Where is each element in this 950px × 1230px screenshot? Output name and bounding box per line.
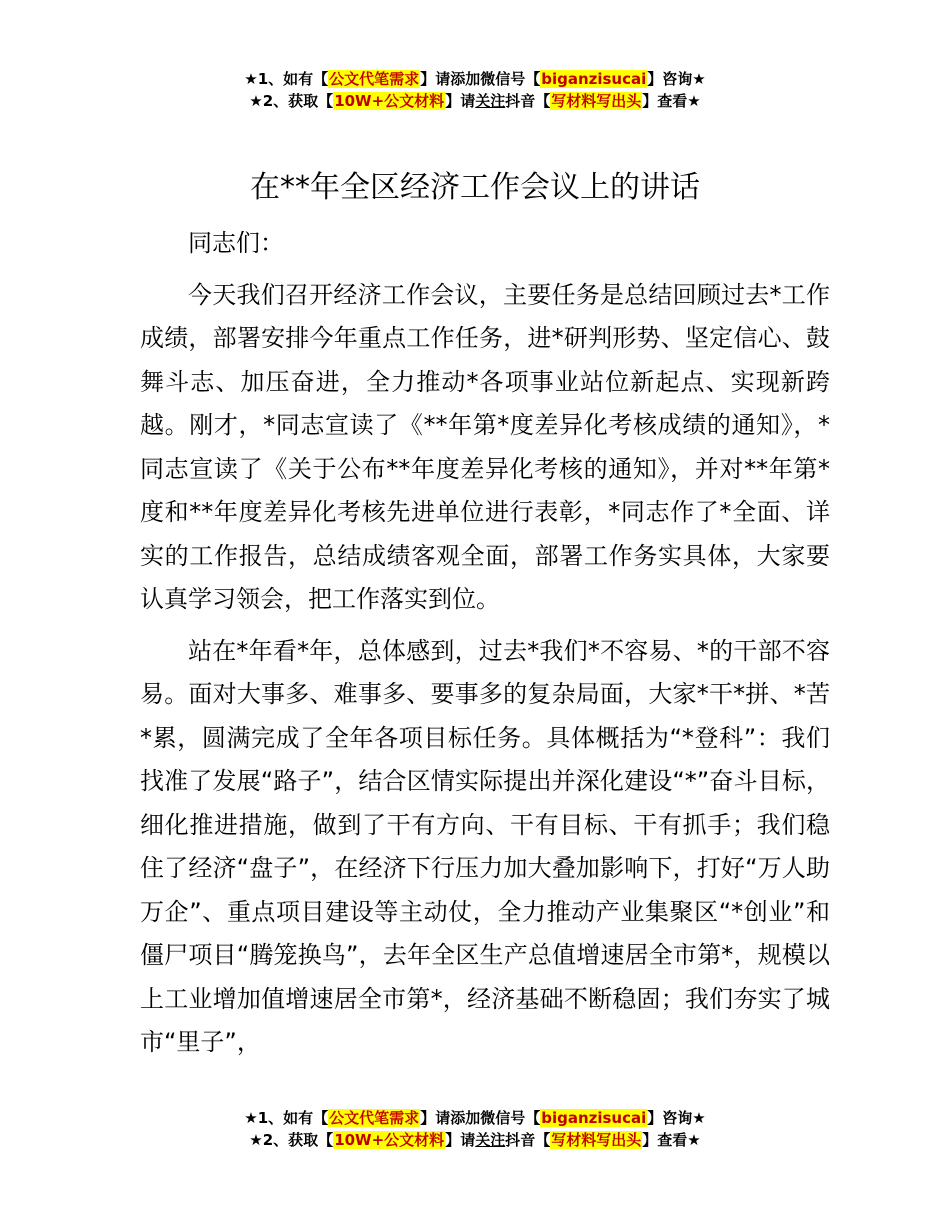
banner-line-2 [0, 1129, 950, 1151]
banner-text: 】查看★ [642, 1131, 701, 1149]
banner-text: 】咨询★ [647, 70, 706, 88]
banner-text: 】查看★ [642, 92, 701, 110]
banner-underline: 关注 [475, 1131, 506, 1149]
banner-text: ★2、获取【 [249, 1131, 334, 1149]
banner-highlight: biganzisucai [541, 1109, 647, 1127]
salutation: 同志们： [188, 229, 284, 257]
banner-line-1 [0, 1107, 950, 1129]
top-banner [0, 68, 950, 112]
banner-highlight: 公文代笔需求 [329, 1109, 420, 1127]
banner-highlight: 10W+公文材料 [334, 92, 445, 110]
banner-text: 】请 [445, 1131, 476, 1149]
body-paragraph: 站在*年看*年，总体感到，过去*我们*不容易、*的干部不容易。面对大事多、难事多、要事多的复杂局面，大家*干*拼、*苦*累，圆满完成了全年各项目标任务。具体概括为“*登科”：我们找准了发展“路子”，结合区情实际提出并深化建设“*”奋斗目标，细化推进措施，做到了干有方向、干有目标、干有抓手；我们稳住了经济“盘子”，在经济下行压力加大叠加影响下，打好“万人助万企”、重点项目建设等主动仗，全力推动产业集聚区“*创业”和僵尸项目“腾笼换鸟”，去年全区生产总值增速居全市第*，规模以上工业增加值增速居全市第*，经济基础不断稳固；我们夯实了城市“里子”， [140, 636, 830, 1056]
bottom-banner [0, 1107, 950, 1151]
banner-highlight: 10W+公文材料 [334, 1131, 445, 1149]
banner-text: 】请 [445, 92, 476, 110]
banner-text: 抖音【 [505, 92, 551, 110]
banner-text: ★2、获取【 [249, 92, 334, 110]
body-paragraph: 今天我们召开经济工作会议，主要任务是总结回顾过去*工作成绩，部署安排今年重点工作任务，进*研判形势、坚定信心、鼓舞斗志、加压奋进，全力推动*各项事业站位新起点、实现新跨越。刚才，*同志宣读了《**年第*度差异化考核成绩的通知》，*同志宣读了《关于公布**年度差异化考核的通知》，并对**年第*度和**年度差异化考核先进单位进行表彰，*同志作了*全面、详实的工作报告，总结成绩客观全面，部署工作务实具体，大家要认真学习领会，把工作落实到位。 [140, 280, 830, 613]
banner-text: 】请添加微信号【 [420, 70, 541, 88]
banner-line-2 [0, 90, 950, 112]
banner-underline: 关注 [475, 92, 506, 110]
banner-text: 】咨询★ [647, 1109, 706, 1127]
banner-highlight: biganzisucai [541, 70, 647, 88]
document-body [140, 222, 830, 1065]
banner-highlight: 公文代笔需求 [329, 70, 420, 88]
banner-highlight: 写材料写出头 [551, 92, 642, 110]
document-title: 在**年全区经济工作会议上的讲话 [250, 170, 700, 205]
banner-text: 抖音【 [505, 1131, 551, 1149]
banner-text: ★1、如有【 [244, 1109, 329, 1127]
banner-highlight: 写材料写出头 [551, 1131, 642, 1149]
banner-line-1 [0, 68, 950, 90]
banner-text: ★1、如有【 [244, 70, 329, 88]
banner-text: 】请添加微信号【 [420, 1109, 541, 1127]
